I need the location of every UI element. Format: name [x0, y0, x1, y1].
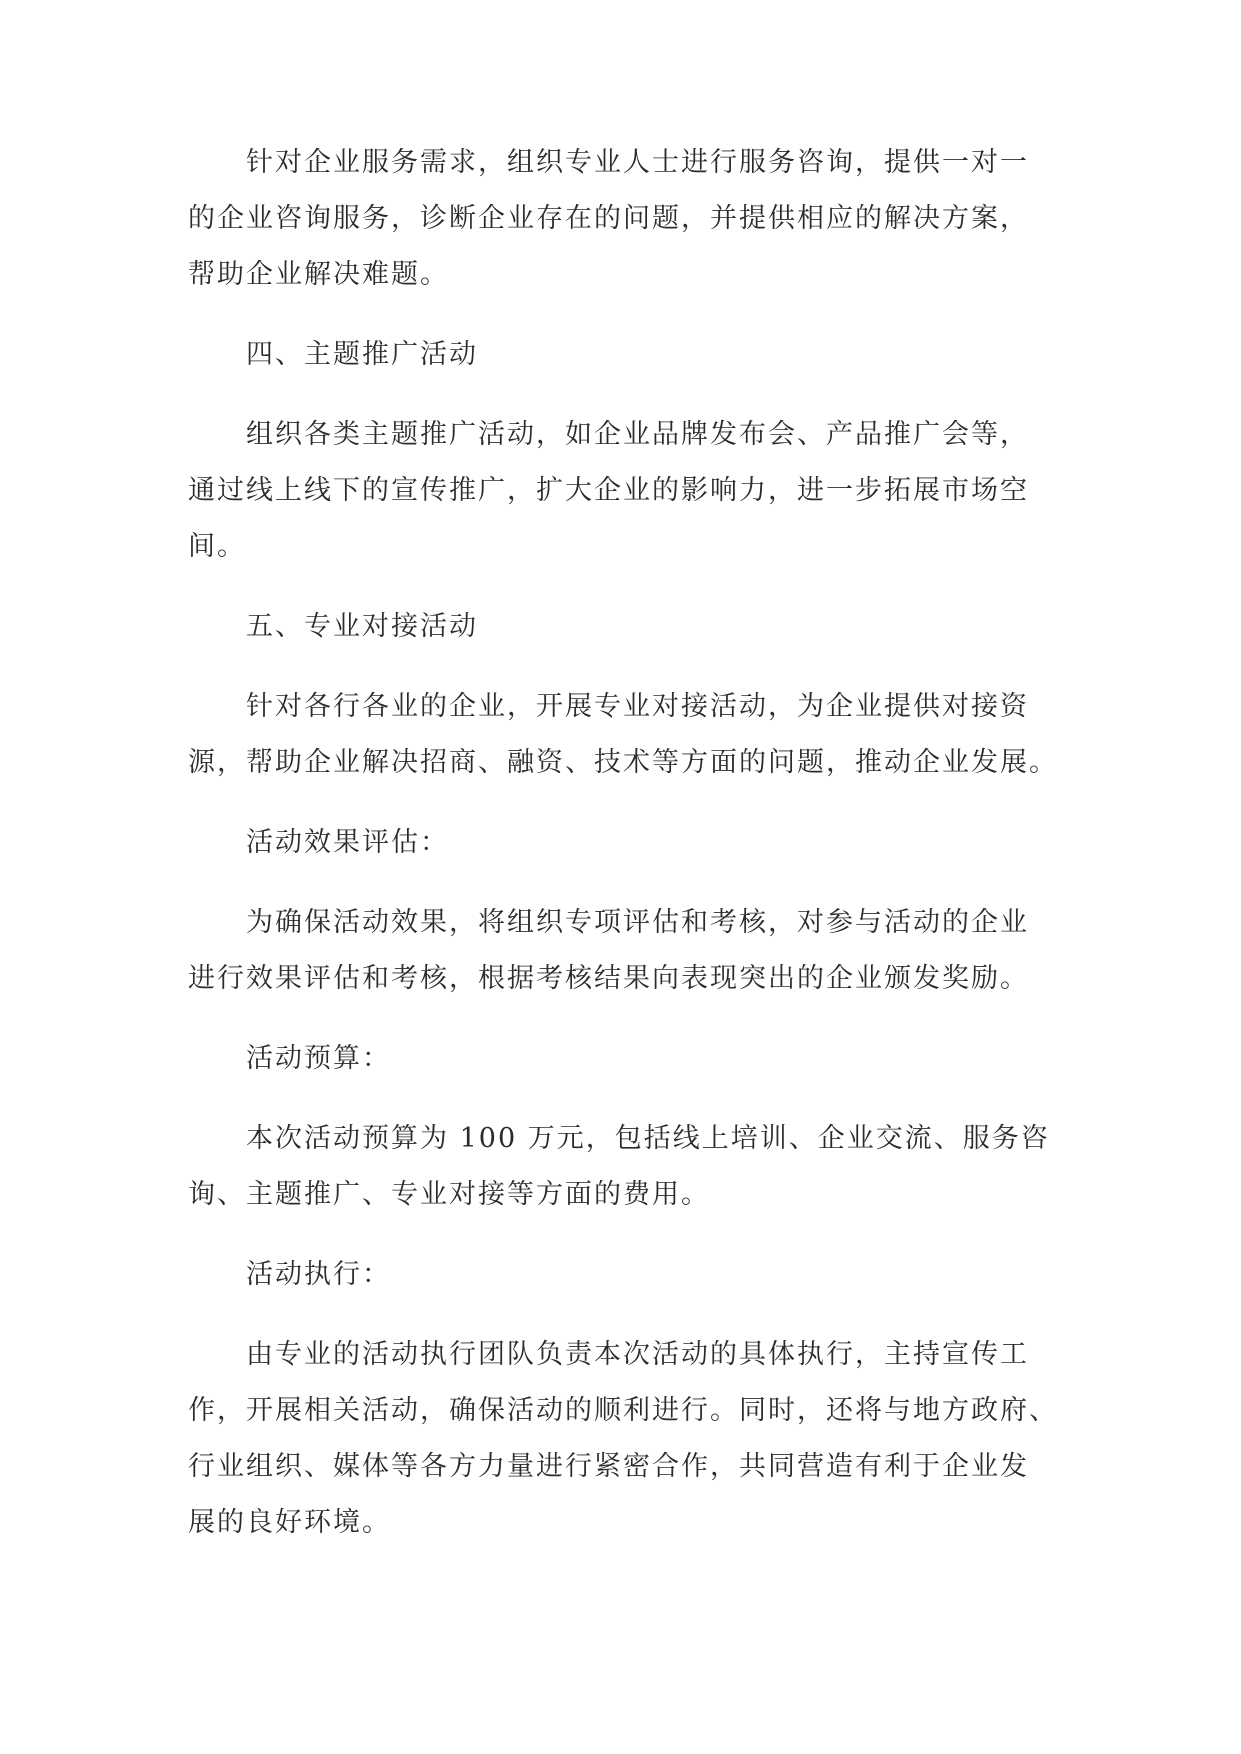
text-line: 为确保活动效果，将组织专项评估和考核，对参与活动的企业: [246, 907, 1029, 938]
text-line: 行业组织、媒体等各方力量进行紧密合作，共同营造有利于企业发: [188, 1451, 1029, 1482]
paragraph-professional-matching: [188, 692, 1068, 778]
body-text: [188, 148, 1068, 1538]
paragraph-effect-evaluation: [188, 908, 1068, 994]
section-heading-execution: 活动执行：: [246, 1259, 391, 1290]
text-line: 的企业咨询服务，诊断企业存在的问题，并提供相应的解决方案，: [188, 203, 1029, 234]
text-line: 间。: [188, 531, 246, 562]
paragraph-consulting-service: [188, 148, 1068, 290]
text-line: 组织各类主题推广活动，如企业品牌发布会、产品推广会等，: [246, 419, 1029, 450]
section-heading-theme-promotion: 四、主题推广活动: [246, 339, 478, 370]
section-heading-professional-matching: 五、专业对接活动: [246, 611, 478, 642]
text-line: 本次活动预算为 100 万元，包括线上培训、企业交流、服务咨: [246, 1123, 1050, 1154]
text-line: 帮助企业解决难题。: [188, 259, 449, 290]
paragraph-theme-promotion: [188, 420, 1068, 562]
text-line: 针对各行各业的企业，开展专业对接活动，为企业提供对接资: [246, 691, 1029, 722]
text-line: 通过线上线下的宣传推广，扩大企业的影响力，进一步拓展市场空: [188, 475, 1029, 506]
paragraph-execution: [188, 1340, 1068, 1538]
text-line: 展的良好环境。: [188, 1507, 391, 1538]
section-heading-budget: 活动预算：: [246, 1043, 391, 1074]
text-line: 进行效果评估和考核，根据考核结果向表现突出的企业颁发奖励。: [188, 963, 1029, 994]
text-line: 由专业的活动执行团队负责本次活动的具体执行，主持宣传工: [246, 1339, 1029, 1370]
text-line: 针对企业服务需求，组织专业人士进行服务咨询，提供一对一: [246, 147, 1029, 178]
paragraph-budget: [188, 1124, 1068, 1210]
section-heading-effect-evaluation: 活动效果评估：: [246, 827, 449, 858]
text-line: 源，帮助企业解决招商、融资、技术等方面的问题，推动企业发展。: [188, 747, 1058, 778]
text-line: 作，开展相关活动，确保活动的顺利进行。同时，还将与地方政府、: [188, 1395, 1058, 1426]
text-line: 询、主题推广、专业对接等方面的费用。: [188, 1179, 710, 1210]
